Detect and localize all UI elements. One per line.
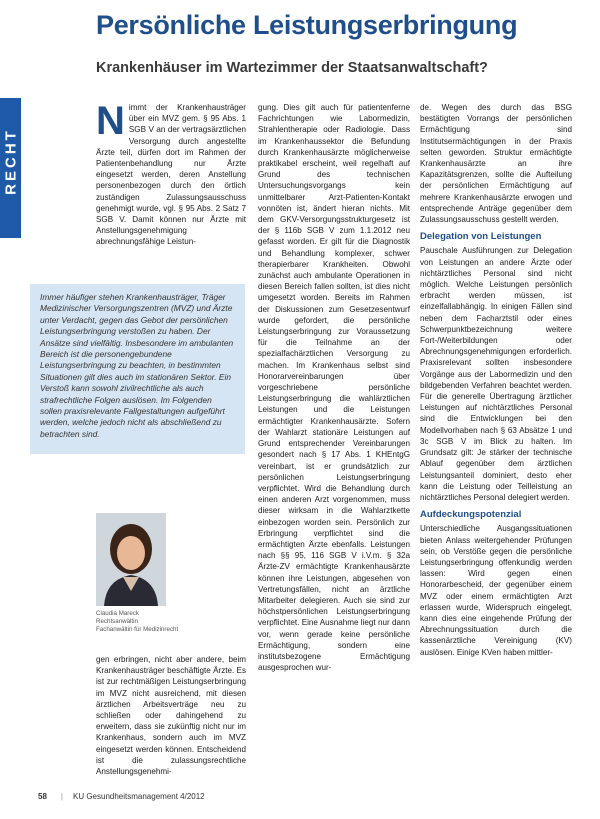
column-3 [420,102,572,658]
column-3-text1: Pauschale Ausführungen zur Delegation von Leistungen an andere Ärzte oder nichtärztliches Personal sind nicht möglich. Welche Leistungen persönlich erbracht werden müssen, ist einzelfallabhängig. In einigen Fällen sind neben dem Facharztstil oder eines Schwerpunktbezeichnung weitere Fort-/Weiterbildungen oder Abrechnungsgenehmigungen erforderlich. Praxisrelevant sollten insbesondere Vorgänge aus der Labormedizin und den bildgebenden Verfahren beachtet werden. Für die generelle Übertragung ärztlicher Leistungen auf nichtärztliches Personal sind die Entwicklungen bei den Modellvorhaben nach § 63 Absätze 1 und 3c SGB V im Blick zu halten. Im Grundsatz gilt: Je stärker der technische Ablauf gegenüber dem ärztlichen Leistungsanteil dominiert, desto eher kann die Leistung oder Teilleistung an nichtärztliches Personal delegiert werden. [420,246,572,502]
section-heading-delegation: Delegation von Leistungen [420,231,542,243]
author-role: Rechtsanwältin [96,618,138,625]
page-title: Persönliche Leistungserbringung [96,10,518,40]
author-name: Claudia Mareck [96,610,139,617]
intro-text: immt der Krankenhausträger über ein MVZ gem. § 95 Abs. 1 SGB V an der vertragsärztlichen Versorgung durch angestellte Ärzte teil, dürfen dort im Rahmen der Patientenbehandlung nur Ärzte eingesetzt werden, deren Anstellung personenbezogen durch den örtlich zuständigen Zulassungsausschuss genehmigt wurde, vgl. § 95 Abs. 2 Satz 7 SGB V. Damit können nur Ärzte mit Anstellungsgenehmigung abrechnungsfähige Leistun- [96,103,246,247]
page-number: 58 [38,792,47,801]
intro-paragraph [96,99,246,248]
column-1-bottom-text: gen erbringen, nicht aber andere, beim Krankenhausträger beschäftigte Ärzte. Es ist zur rechtmäßigen Leistungserbringung im MVZ nicht ausreichend, mit diesen ärztlichen Arbeitsverträge neu zu schließen oder dahingehend zu erweitern, dass sie zukünftig nicht nur im Krankenhaus, sondern auch im MVZ eingesetzt werden können. Entscheidend ist die zulassungsrechtliche Anstellungsgenehmi- [96,655,246,777]
column-1-top [96,99,246,248]
section-heading-aufdeckung: Aufdeckungspotenzial [420,509,522,521]
column-1-bottom [96,654,246,777]
column-3-intro: de. Wegen des durch das BSG bestätigten Vorrangs der persönlichen Ermächtigung sind Institutsermächtigungen in der Praxis selten geworden. Struktur ermächtigte Krankenhausärzte an ihre Kapazitätsgrenzen, sollte die Aufteilung der persönlichen Ermächtigung auf mehrere Krankenhausärzte erwogen und entsprechende Anträge gegenüber dem Zulassungsausschuss gestellt werden. [420,103,572,225]
footer-separator: | [60,792,63,801]
column-2-text: gung. Dies gilt auch für patientenferne Fachrichtungen wie Labormedizin, Strahlentherapie oder Radiologie. Dass im Krankenhaussektor die Befundung durch Krankenhausärzte möglicherweise praktikabel erscheint, weil regelhaft auf Grund des technischen Untersuchungsvorgangs kein unmittelbarer Arzt-Patienten-Kontakt vonnöten ist, ändert hieran nichts. Mit dem GKV-Versorgungsstrukturgesetz ist der § 116b SGB V zum 1.1.2012 neu gefasst worden. Er gilt für die Diagnostik und Behandlung komplexer, schwer therapierbarer Krankheiten. Obwohl zunächst auch ambulante Operationen in diesen Bereich fallen sollten, ist dies nicht umgesetzt worden. Bereits im Rahmen der Diskussionen zum Gesetzesentwurf wurde gefordert, die persönliche Leistungserbringung zur Voraussetzung für die Teilnahme an der spezialfachärztlichen Versorgung zu machen. Im Krankenhaus selbst sind Honorarvereinbarungen über vorgeschriebene persönliche Leistungserbringung die wahlärztlichen Leistungen und die Leistungen ermächtigter Krankenhausärzte. Sofern der Wahlarzt stationäre Leistungen auf Grund entsprechender Vereinbarungen gesondert nach § 17 Abs. 1 KHEntgG vereinbart, ist er grundsätzlich zur persönlichen Leistungserbringung verpflichtet. Wird die Behandlung durch einen anderen Arzt vorgenommen, muss dieser wirksam in die Wahlarztkette einbezogen worden sein. Persönlich zur Erbringung verpflichtet sind die ermächtigten Ärzte ebenfalls. Leistungen nach §§ 95, 116 SGB V i.V.m. § 32a Ärzte-ZV ermächtigte Krankenhausärzte können ihre Leistungen, abgesehen von Vertretungsfällen, nicht an ärztliche Mitarbeiter delegieren. Auch sie sind zur höchstpersönlichen Leistungserbringung verpflichtet. Eine Ausnahme liegt nur dann vor, wenn gerade keine persönliche Ermächtigung, sondern eine institutsbezogene Ermächtigung ausgesprochen wur- [258,103,410,673]
page-footer [38,792,205,801]
journal-name: KU Gesundheitsmanagement 4/2012 [72,792,205,801]
dropcap: N [96,99,125,143]
section-tab-label: RECHT [2,128,20,195]
teaser-box [30,284,245,454]
section-tab [0,98,21,238]
author-caption [96,610,206,634]
author-photo [96,513,166,606]
page-subtitle: Krankenhäuser im Wartezimmer der Staatsanwaltschaft? [96,60,488,76]
teaser-text: Immer häufiger stehen Krankenhausträger, Träger Medizinischer Versorgungszentren (MVZ) und Ärzte unter Verdacht, gegen das Gebot der persönlichen Leistungserbringung verstoßen zu haben. Der Ansätze sind vielfältig. Insbesondere im ambulanten Bereich ist die personengebundene Leistungserbringung zu beachten, in bestimmten Situationen gilt dies auch im stationären Sektor. Ein Verstoß kann sowohl zivilrechtliche als auch strafrechtliche Folgen auslösen. Im Folgenden sollen praxisrelevante Fallgestaltungen aufgeführt werden, welche jedoch nicht als abschließend zu betrachten sind. [40,292,234,439]
column-2 [258,102,410,673]
author-spec: Fachanwältin für Medizinrecht [96,626,179,633]
column-3-text2: Unterschiedliche Ausgangssituationen bieten Anlass weitergehender Prüfungen sein, ob Verstöße gegen die persönliche Leistungserbringung offenkundig werden lassen: Wird gegen einen Honorarbescheid, der gegenüber einem MVZ oder einem ermächtigten Arzt erlassen wurde, Widerspruch eingelegt, kann dies eine eingehende Prüfung der Abrechnungssituation durch die kassenärztliche Vereinigung (KV) auslösen. Einige KVen haben mittler- [420,524,572,657]
